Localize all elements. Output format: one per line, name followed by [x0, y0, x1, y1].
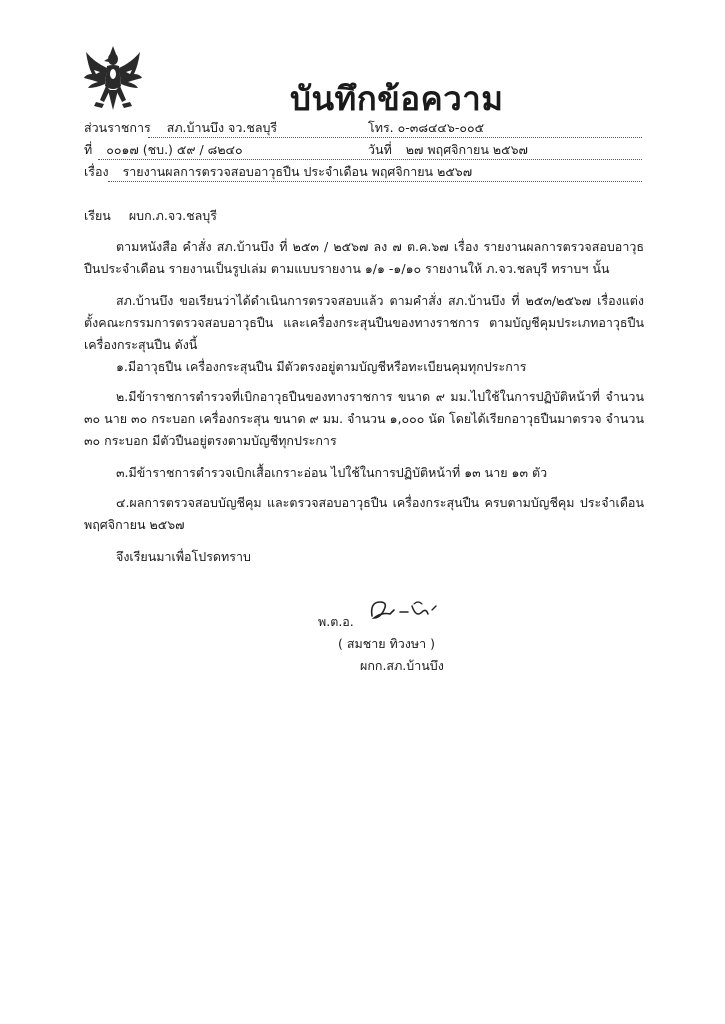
department-dotted-line [148, 137, 642, 138]
ref-label: ที่ [84, 142, 93, 157]
phone-value: ๐-๓๘๔๔๖-๐๐๕ [397, 120, 485, 135]
signature-mark-icon [366, 596, 446, 626]
signature-name: ( สมชาย ทิวงษา ) [338, 636, 435, 651]
ref-row [84, 141, 243, 159]
closing-line: จึงเรียนมาเพื่อโปรดทราบ [116, 549, 251, 564]
ref-value: ๐๐๑๗ (ชบ.) ๕๙ / ๘๒๔๐ [106, 142, 243, 157]
subject-value: รายงานผลการตรวจสอบอาวุธปืน ประจำเดือน พฤศจิกายน ๒๕๖๗ [122, 164, 473, 179]
department-row [84, 119, 277, 137]
item-4: ๔.ผลการตรวจสอบบัญชีคุม และตรวจสอบอาวุธปืน เครื่องกระสุนปืน ครบตามบัญชีคุม ประจำเดือน พฤศจิกายน ๒๕๖๗ [84, 495, 644, 532]
item-2: ๒.มีข้าราชการตำรวจที่เบิกอาวุธปืนของทางราชการ ขนาด ๙ มม.ไปใช้ในการปฏิบัติหน้าที่ จำนวน ๓๐ นาย ๓๐ กระบอก เครื่องกระสุน ขนาด ๙ มม. จำนวน ๑,๐๐๐ นัด โดยได้เรียกอาวุธปืนมาตรวจ จำนวน ๓๐ กระบอก มีตัวปืนอยู่ตรงตามบัญชีทุกประการ [84, 389, 644, 448]
subject-row [84, 163, 472, 181]
phone-row [368, 119, 484, 137]
garuda-emblem-icon [82, 44, 144, 112]
signature-rank: พ.ต.อ. [318, 614, 354, 629]
item-1: ๑.มีอาวุธปืน เครื่องกระสุนปืน มีตัวตรงอยู่ตามบัญชีหรือทะเบียนคุมทุกประการ [116, 359, 527, 374]
subject-dotted-line [108, 181, 642, 182]
department-value: สภ.บ้านบึง จว.ชลบุรี [166, 120, 278, 135]
paragraph-reference: ตามหนังสือ คำสั่ง สภ.บ้านบึง ที่ ๒๕๓ / ๒๕๖๗ ลง ๗ ต.ค.๖๗ เรื่อง รายงานผลการตรวจสอบอาวุธปืนประจำเดือน รายงานเป็นรูปเล่ม ตามแบบรายงาน ๑/๑ -๑/๑๐ รายงานให้ ภ.จว.ชลบุรี ทราบฯ นั้น [84, 239, 644, 276]
signature-position: ผกก.สภ.บ้านบึง [360, 658, 444, 673]
paragraph-report: สภ.บ้านบึง ขอเรียนว่าได้ดำเนินการตรวจสอบแล้ว ตามคำสั่ง สภ.บ้านบึง ที่ ๒๕๓/๒๕๖๗ เรื่องแต่งตั้งคณะกรรมการตรวจสอบอาวุธปืน และเครื่องกระสุนปืนของทางราชการ ตามบัญชีคุมประเภทอาวุธปืน เครื่องกระสุนปืน ดังนี้ [84, 293, 644, 352]
salutation-row [84, 207, 217, 225]
ref-dotted-line [98, 159, 642, 160]
date-label: วันที่ [368, 142, 392, 157]
date-row [368, 141, 528, 159]
phone-label: โทร. [368, 120, 394, 135]
salutation-label: เรียน [84, 208, 111, 223]
department-label: ส่วนราชการ [84, 120, 151, 135]
item-3: ๓.มีข้าราชการตำรวจเบิกเสื้อเกราะอ่อน ไปใช้ในการปฏิบัติหน้าที่ ๑๓ นาย ๑๓ ตัว [116, 465, 548, 480]
salutation-value: ผบก.ภ.จว.ชลบุรี [128, 208, 217, 223]
memo-title: บันทึกข้อความ [290, 79, 504, 118]
date-value: ๒๗ พฤศจิกายน ๒๕๖๗ [405, 142, 528, 157]
subject-label: เรื่อง [84, 164, 109, 179]
